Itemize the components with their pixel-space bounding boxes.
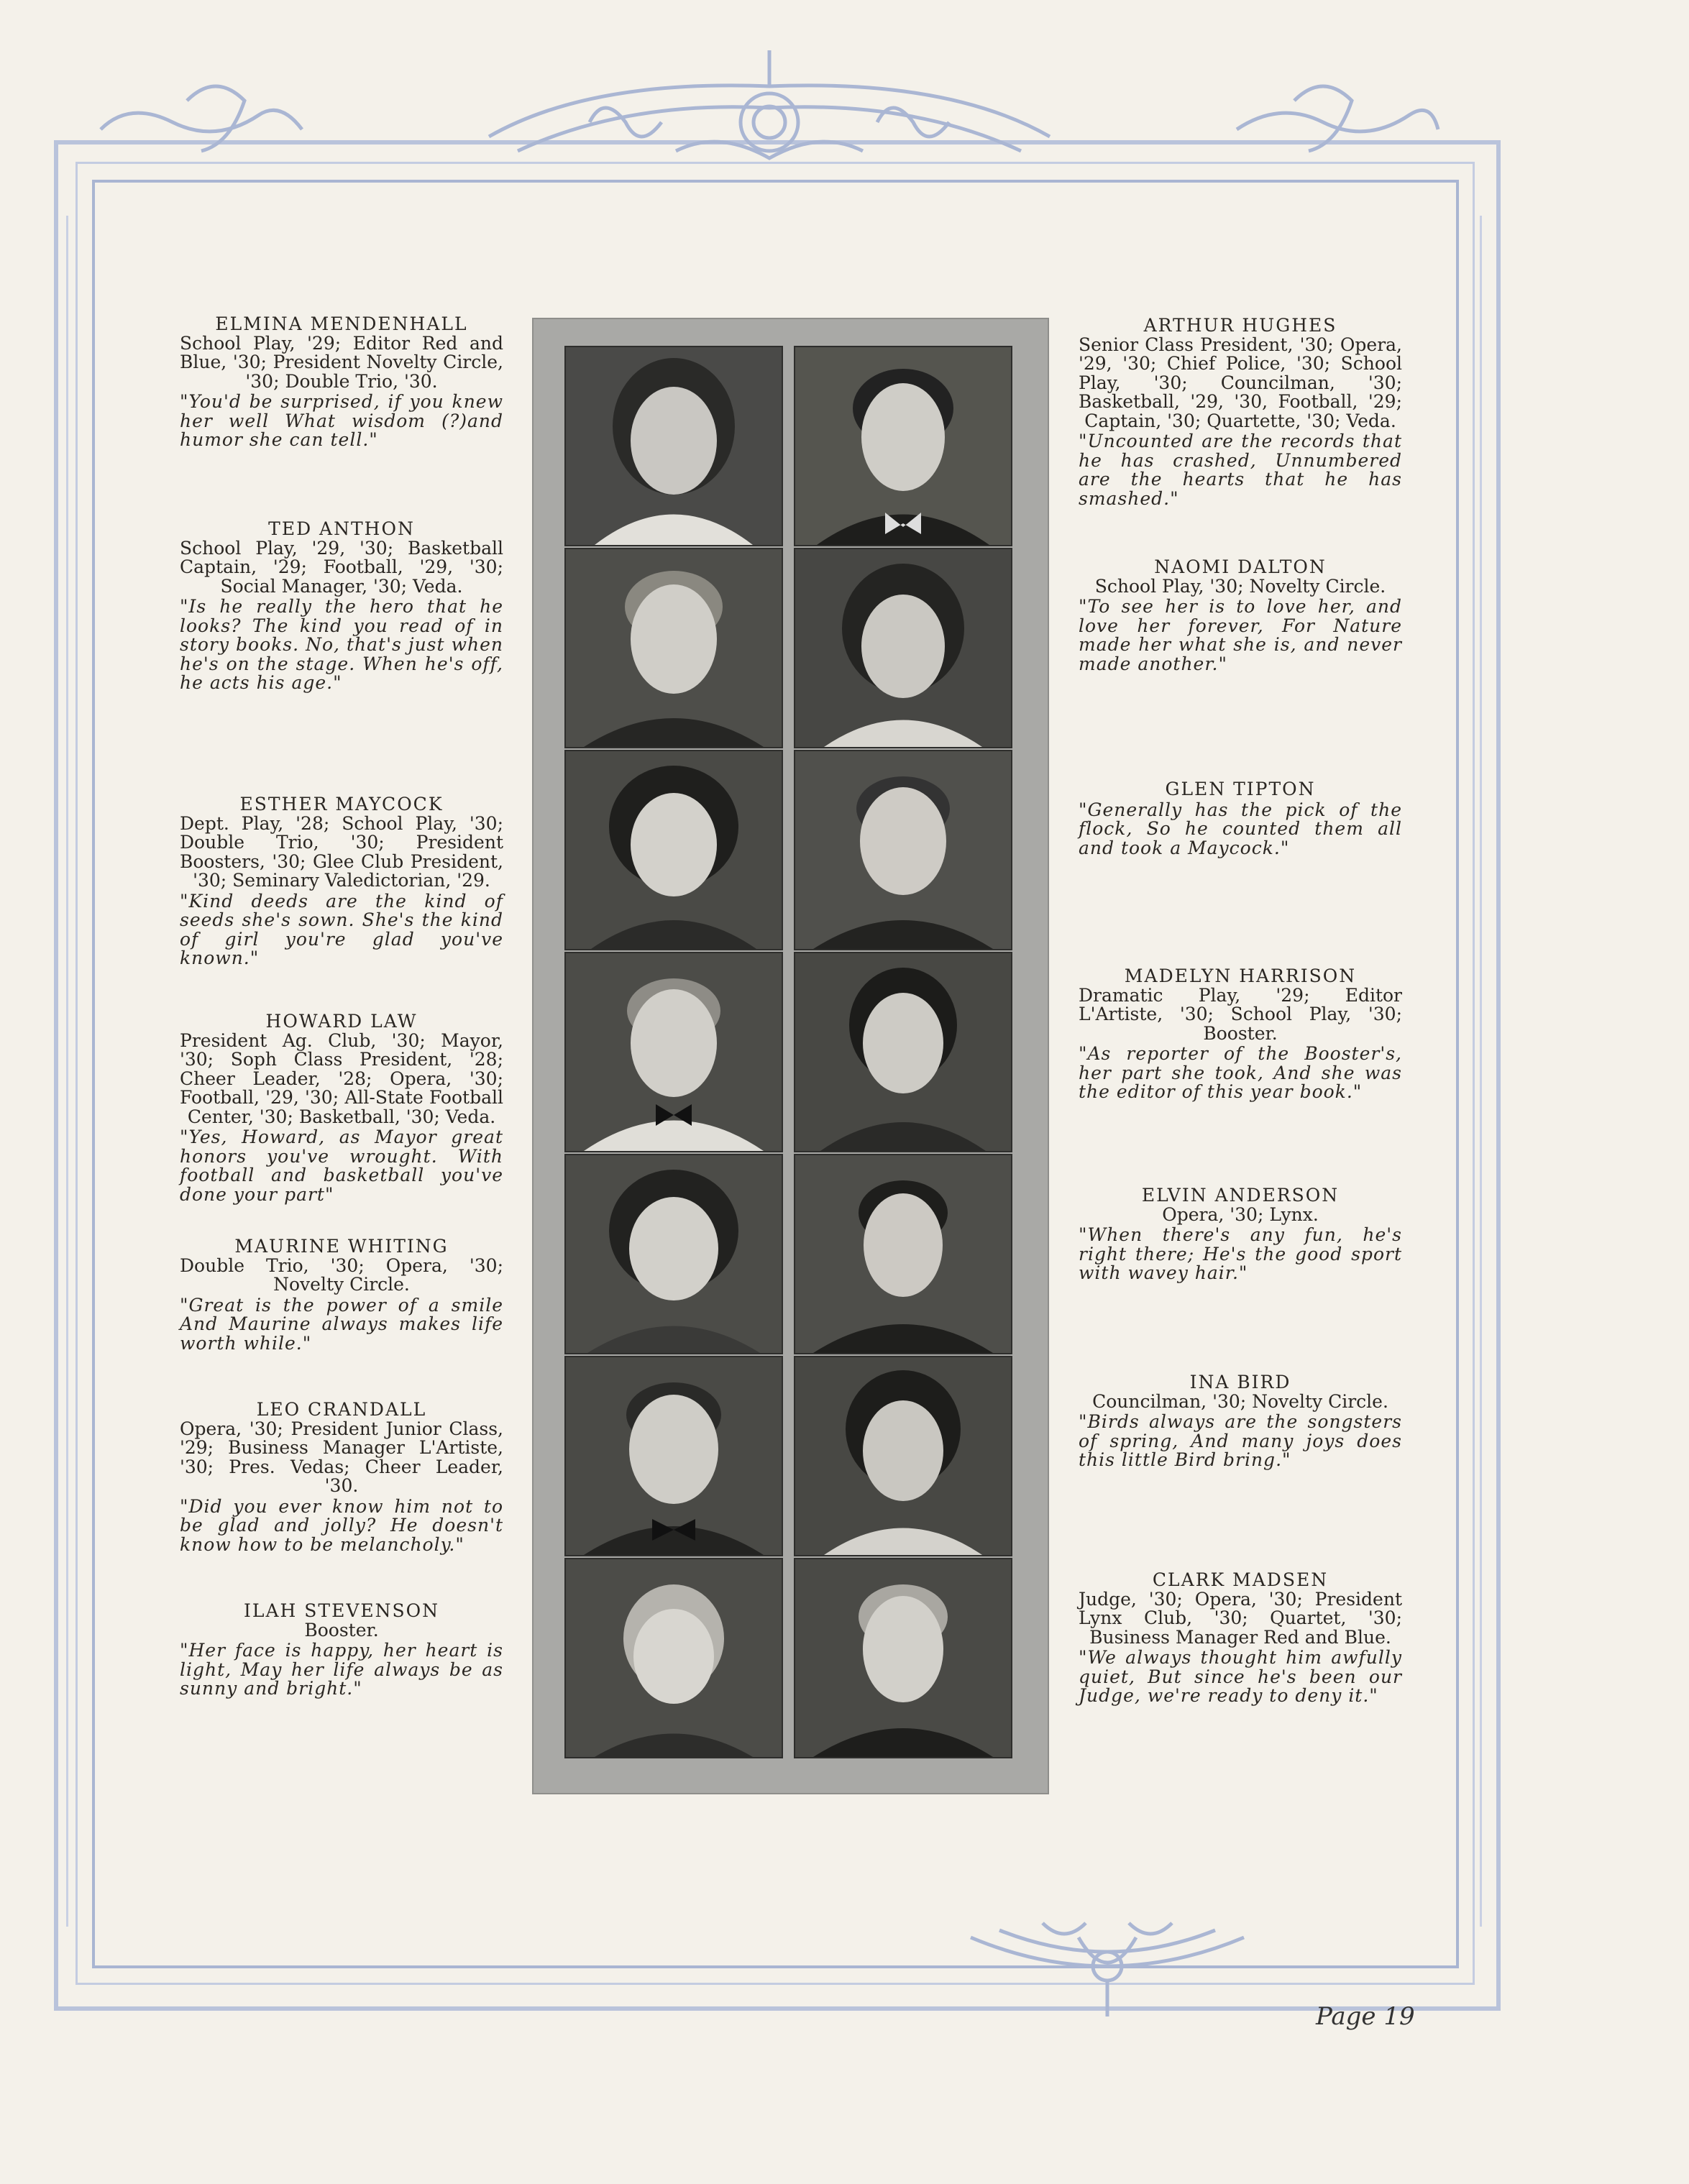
portrait-photo [794, 548, 1012, 748]
entry-howard-law [180, 1012, 503, 1204]
border-rule-left [66, 216, 68, 1927]
student-quote: "As reporter of the Booster's, her part she took, And she was the editor of this year book." [1079, 1043, 1402, 1102]
entry-ina-bird [1079, 1373, 1402, 1470]
student-name: GLEN TIPTON [1165, 779, 1316, 799]
student-activities: Councilman, '30; Novelty Circle. [1092, 1390, 1388, 1412]
entry-arthur-hughes [1079, 316, 1402, 508]
student-activities: Dramatic Play, '29; Editor L'Artiste, '30; School Play, '30; Booster. [1079, 984, 1402, 1044]
student-name: INA BIRD [1189, 1372, 1291, 1392]
entry-naomi-dalton [1079, 558, 1402, 674]
portrait-photo [794, 1154, 1012, 1354]
student-quote: "When there's any fun, he's right there; He's the good sport with wavey hair." [1079, 1224, 1402, 1283]
student-activities: Dept. Play, '28; School Play, '30; Double Trio, '30; President Boosters, '30; Glee Club President, '30; Seminary Valedictorian, '29. [180, 812, 503, 891]
student-quote: "Generally has the pick of the flock, So he counted them all and took a Maycock." [1079, 799, 1402, 858]
portrait-photo [564, 750, 783, 950]
student-name: TED ANTHON [268, 518, 415, 539]
portrait-photo [564, 1356, 783, 1556]
student-name: MADELYN HARRISON [1124, 965, 1357, 986]
portrait-photo [564, 952, 783, 1152]
portrait-panel [532, 318, 1049, 1794]
student-name: ELVIN ANDERSON [1141, 1185, 1340, 1206]
student-name: LEO CRANDALL [256, 1399, 427, 1420]
student-activities: School Play, '30; Novelty Circle. [1094, 575, 1386, 597]
entry-leo-crandall [180, 1400, 503, 1554]
student-quote: "To see her is to love her, and love her forever, For Nature made her what she is, and never made another." [1079, 596, 1402, 674]
student-activities: Booster. [304, 1619, 379, 1641]
portrait-photo [564, 1154, 783, 1354]
student-activities: Judge, '30; Opera, '30; President Lynx Club, '30; Quartet, '30; Business Manager Red and Blue. [1079, 1588, 1402, 1648]
portrait-photo [564, 1558, 783, 1758]
student-name: ILAH STEVENSON [243, 1600, 439, 1621]
student-activities: President Ag. Club, '30; Mayor, '30; Soph Class President, '28; Cheer Leader, '28; Opera, '30; Football, '29, '30; All-State Football Center, '30; Basketball, '30; Veda. [180, 1029, 503, 1127]
border-rule-right [1480, 216, 1482, 1927]
student-quote: "Is he really the hero that he looks? The kind you read of in story books. No, that's just when he's on the stage. When he's off, he acts his age." [180, 596, 503, 693]
student-activities: Opera, '30; Lynx. [1162, 1203, 1319, 1225]
student-quote: "Her face is happy, her heart is light, May her life always be as sunny and bright." [180, 1640, 503, 1699]
portrait-photo [794, 952, 1012, 1152]
top-ornament-banner [86, 43, 1452, 201]
entry-maurine-whiting [180, 1237, 503, 1353]
student-activities: School Play, '29, '30; Basketball Captain, '29; Football, '29, '30; Social Manager, '30; Veda. [180, 537, 503, 597]
portrait-photo [564, 548, 783, 748]
portrait-photo [564, 346, 783, 546]
student-quote: "Did you ever know him not to be glad and jolly? He doesn't know how to be melancholy." [180, 1495, 503, 1555]
student-quote: "Kind deeds are the kind of seeds she's sown. She's the kind of girl you're glad you've known." [180, 890, 503, 968]
student-quote: "Uncounted are the records that he has crashed, Unnumbered are the hearts that he has smashed." [1079, 431, 1402, 509]
student-activities: Double Trio, '30; Opera, '30; Novelty Circle. [180, 1254, 503, 1295]
entry-esther-maycock [180, 795, 503, 968]
student-name: NAOMI DALTON [1154, 556, 1327, 577]
student-quote: "We always thought him awfully quiet, But since he's been our Judge, we're ready to deny it." [1079, 1647, 1402, 1706]
entry-elvin-anderson [1079, 1186, 1402, 1283]
student-name: MAURINE WHITING [234, 1236, 449, 1257]
entry-madelyn-harrison [1079, 967, 1402, 1102]
entry-glen-tipton [1079, 780, 1402, 858]
entry-elmina-mendenhall [180, 315, 503, 450]
student-quote: "Birds always are the songsters of spring, And many joys does this little Bird bring." [1079, 1411, 1402, 1470]
student-name: ELMINA MENDENHALL [215, 313, 468, 334]
portrait-photo [794, 750, 1012, 950]
student-name: ARTHUR HUGHES [1143, 315, 1337, 336]
portrait-photo [794, 346, 1012, 546]
student-quote: "You'd be surprised, if you knew her well What wisdom (?)and humor she can tell." [180, 391, 503, 450]
student-name: CLARK MADSEN [1152, 1569, 1329, 1590]
page-number: Page 19 [1316, 2002, 1415, 2031]
student-activities: Opera, '30; President Junior Class, '29; Business Manager L'Artiste, '30; Pres. Vedas; Cheer Leader, '30. [180, 1418, 503, 1496]
student-activities: School Play, '29; Editor Red and Blue, '30; President Novelty Circle, '30; Double Trio, '30. [180, 332, 503, 392]
portrait-photo [794, 1558, 1012, 1758]
portrait-photo [794, 1356, 1012, 1556]
student-name: HOWARD LAW [265, 1011, 418, 1032]
entry-ted-anthon [180, 520, 503, 693]
student-activities: Senior Class President, '30; Opera, '29, '30; Chief Police, '30; School Play, '30; Councilman, '30; Basketball, '29, '30, Football, '29; Captain, '30; Quartette, '30; Veda. [1079, 334, 1402, 431]
entry-clark-madsen [1079, 1571, 1402, 1706]
student-name: ESTHER MAYCOCK [239, 794, 444, 815]
student-quote: "Great is the power of a smile And Maurine always makes life worth while." [180, 1294, 503, 1354]
bottom-ornament [956, 1909, 1258, 2024]
student-quote: "Yes, Howard, as Mayor great honors you've wrought. With football and basketball you've done your part" [180, 1127, 503, 1205]
entry-ilah-stevenson [180, 1602, 503, 1699]
